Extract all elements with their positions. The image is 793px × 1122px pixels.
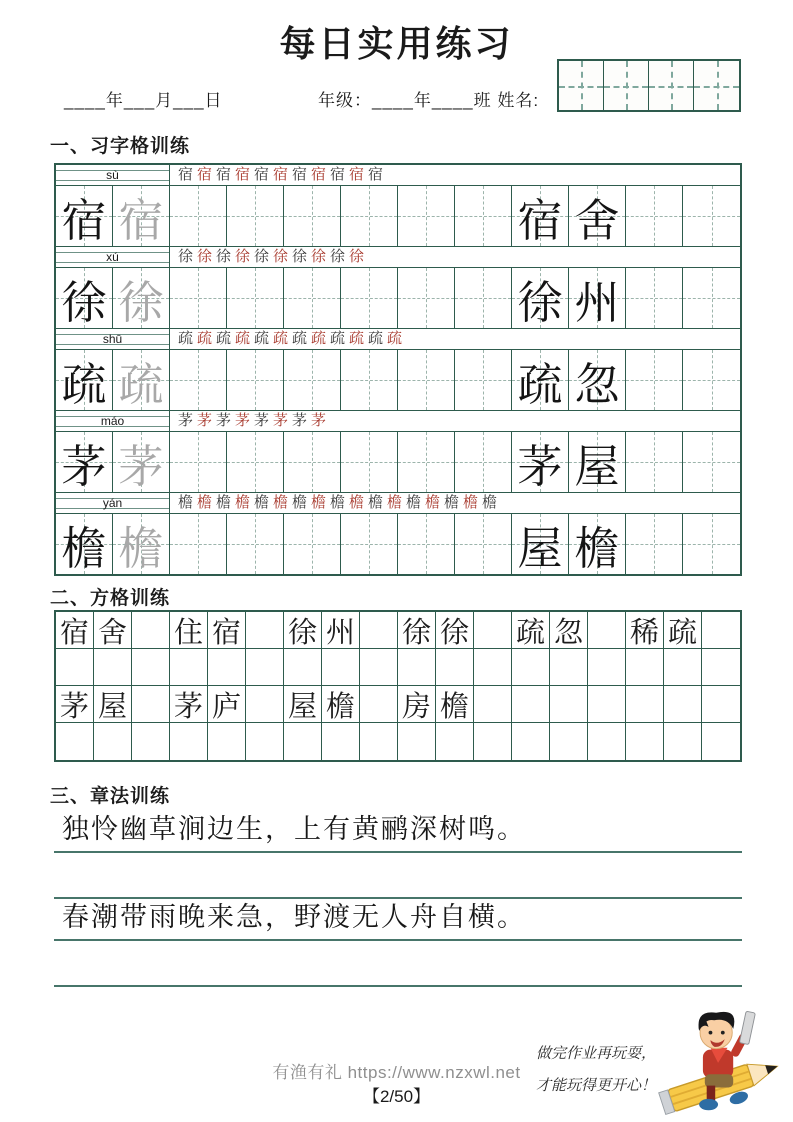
boy-figure — [699, 1011, 756, 1110]
square-empty-cell[interactable] — [626, 723, 664, 760]
site-credit-text[interactable]: 有渔有礼 https://www.nzxwl.net — [272, 1063, 521, 1082]
square-word-cell: 疏 — [664, 612, 702, 649]
name-write-grid — [557, 59, 741, 112]
practice-cell[interactable] — [341, 268, 398, 328]
practice-cell[interactable] — [683, 186, 740, 246]
practice-cell[interactable] — [170, 350, 227, 410]
section-three-heading: 三、章法训练 — [50, 786, 171, 807]
square-empty-cell[interactable] — [284, 649, 322, 686]
practice-cell[interactable] — [227, 350, 284, 410]
pinyin-box — [56, 329, 170, 349]
square-empty-cell[interactable] — [360, 686, 398, 723]
practice-cell[interactable] — [683, 268, 740, 328]
practice-cell[interactable] — [398, 186, 455, 246]
square-word-cell: 徐 — [284, 612, 322, 649]
square-empty-cell[interactable] — [322, 723, 360, 760]
square-word-cell: 忽 — [550, 612, 588, 649]
square-empty-cell[interactable] — [474, 686, 512, 723]
square-empty-cell[interactable] — [208, 723, 246, 760]
square-word-cell: 檐 — [436, 686, 474, 723]
square-empty-cell[interactable] — [702, 686, 740, 723]
mascot-speech-text — [536, 1038, 666, 1101]
square-word-cell: 庐 — [208, 686, 246, 723]
poem-line: 春潮带雨晚来急，野渡无人舟自横。 — [54, 899, 742, 941]
square-empty-cell[interactable] — [664, 723, 702, 760]
stroke-order-strip: 疏 疏 疏 疏 疏 疏 疏 疏 疏 疏 疏 疏 — [177, 329, 402, 347]
square-empty-cell[interactable] — [626, 686, 664, 723]
square-empty-cell[interactable] — [512, 686, 550, 723]
practice-cell[interactable] — [170, 268, 227, 328]
poem-line: 独怜幽草涧边生，上有黄鹂深树鸣。 — [54, 811, 742, 853]
character-practice-table — [54, 163, 742, 576]
name-grid-cell[interactable] — [559, 61, 604, 110]
practice-cells-row — [56, 186, 740, 246]
square-empty-cell[interactable] — [284, 723, 322, 760]
square-empty-cell[interactable] — [664, 686, 702, 723]
practice-cell[interactable] — [227, 514, 284, 574]
practice-cell[interactable] — [398, 514, 455, 574]
stroke-order-strip: 茅 茅 茅 茅 茅 茅 茅 茅 — [177, 411, 326, 429]
square-empty-cell[interactable] — [474, 649, 512, 686]
word-character-cell: 茅 — [512, 432, 569, 492]
square-empty-cell[interactable] — [588, 649, 626, 686]
square-empty-cell[interactable] — [588, 612, 626, 649]
practice-cells-row — [56, 350, 740, 410]
practice-cell[interactable] — [626, 514, 683, 574]
square-empty-cell[interactable] — [170, 723, 208, 760]
square-empty-cell[interactable] — [208, 649, 246, 686]
practice-cell[interactable] — [626, 350, 683, 410]
square-empty-cell[interactable] — [360, 612, 398, 649]
word-character-cell: 徐 — [512, 268, 569, 328]
practice-cell[interactable] — [170, 514, 227, 574]
square-empty-cell[interactable] — [474, 612, 512, 649]
practice-cells-row — [56, 432, 740, 492]
practice-cell[interactable] — [398, 432, 455, 492]
square-empty-cell[interactable] — [132, 612, 170, 649]
square-empty-cell[interactable] — [664, 649, 702, 686]
practice-cell[interactable] — [341, 432, 398, 492]
date-blank-line: ____年___月___日 — [64, 91, 223, 110]
practice-cell[interactable] — [170, 432, 227, 492]
practice-cells-row — [56, 268, 740, 328]
practice-cell[interactable] — [683, 432, 740, 492]
practice-row — [56, 329, 740, 411]
practice-cell[interactable] — [455, 432, 512, 492]
trace-character-cell: 徐 — [113, 268, 170, 328]
square-empty-cell[interactable] — [702, 612, 740, 649]
square-empty-cell[interactable] — [132, 649, 170, 686]
practice-cell[interactable] — [626, 186, 683, 246]
name-grid-cell[interactable] — [604, 61, 649, 110]
page-number: 【2/50】 — [362, 1087, 431, 1106]
pinyin-box — [56, 493, 170, 513]
square-word-cell: 州 — [322, 612, 360, 649]
word-character-cell: 屋 — [512, 514, 569, 574]
square-empty-cell[interactable] — [246, 612, 284, 649]
square-empty-cell[interactable] — [550, 649, 588, 686]
practice-cell[interactable] — [455, 514, 512, 574]
pinyin-box — [56, 247, 170, 267]
square-empty-cell[interactable] — [474, 723, 512, 760]
square-empty-cell[interactable] — [322, 649, 360, 686]
square-empty-cell[interactable] — [56, 723, 94, 760]
square-empty-cell[interactable] — [436, 723, 474, 760]
square-empty-cell[interactable] — [702, 649, 740, 686]
square-empty-cell[interactable] — [588, 686, 626, 723]
model-character-cell: 徐 — [56, 268, 113, 328]
word-character-cell: 屋 — [569, 432, 626, 492]
word-character-cell: 檐 — [569, 514, 626, 574]
square-empty-cell[interactable] — [512, 723, 550, 760]
practice-cell[interactable] — [284, 268, 341, 328]
composition-training-block — [54, 811, 742, 987]
practice-cell[interactable] — [626, 432, 683, 492]
practice-cell[interactable] — [455, 350, 512, 410]
square-word-cell: 房 — [398, 686, 436, 723]
square-empty-cell[interactable] — [436, 649, 474, 686]
square-empty-cell[interactable] — [56, 649, 94, 686]
model-character-cell: 檐 — [56, 514, 113, 574]
model-character-cell: 疏 — [56, 350, 113, 410]
square-empty-cell[interactable] — [170, 649, 208, 686]
practice-cell[interactable] — [626, 268, 683, 328]
practice-cell[interactable] — [227, 186, 284, 246]
trace-character-cell: 檐 — [113, 514, 170, 574]
practice-cell[interactable] — [227, 268, 284, 328]
pinyin-label: xú — [106, 250, 119, 264]
practice-row — [56, 411, 740, 493]
square-empty-cell[interactable] — [512, 649, 550, 686]
name-grid-cell[interactable] — [649, 61, 694, 110]
trace-character-cell: 茅 — [113, 432, 170, 492]
square-empty-cell[interactable] — [132, 686, 170, 723]
square-word-cell: 檐 — [322, 686, 360, 723]
practice-cell[interactable] — [341, 350, 398, 410]
practice-row — [56, 493, 740, 574]
practice-row — [56, 247, 740, 329]
practice-cell[interactable] — [284, 186, 341, 246]
square-empty-cell[interactable] — [626, 649, 664, 686]
square-empty-cell[interactable] — [550, 723, 588, 760]
square-empty-cell[interactable] — [360, 723, 398, 760]
grade-class-name-line: 年级：____年____班 姓名: — [318, 91, 540, 110]
practice-cell[interactable] — [683, 350, 740, 410]
model-character-cell: 宿 — [56, 186, 113, 246]
square-empty-cell[interactable] — [398, 723, 436, 760]
practice-cell[interactable] — [227, 432, 284, 492]
square-word-cell: 宿 — [56, 612, 94, 649]
pinyin-label: máo — [100, 414, 125, 428]
word-character-cell: 忽 — [569, 350, 626, 410]
stroke-order-strip: 檐 檐 檐 檐 檐 檐 檐 檐 檐 檐 檐 檐 檐 檐 檐 檐 檐 — [177, 493, 497, 511]
practice-cell[interactable] — [341, 186, 398, 246]
pinyin-box — [56, 165, 170, 185]
word-character-cell: 舍 — [569, 186, 626, 246]
practice-row — [56, 165, 740, 247]
trace-character-cell: 宿 — [113, 186, 170, 246]
pinyin-box — [56, 411, 170, 431]
practice-cell[interactable] — [284, 350, 341, 410]
stroke-order-strip: 徐 徐 徐 徐 徐 徐 徐 徐 徐 徐 — [177, 247, 364, 265]
square-empty-cell[interactable] — [246, 649, 284, 686]
square-word-cell: 茅 — [56, 686, 94, 723]
square-empty-cell[interactable] — [702, 723, 740, 760]
square-empty-cell[interactable] — [360, 649, 398, 686]
square-word-cell: 屋 — [284, 686, 322, 723]
square-word-cell: 疏 — [512, 612, 550, 649]
square-word-cell: 茅 — [170, 686, 208, 723]
square-empty-cell[interactable] — [246, 686, 284, 723]
word-character-cell: 疏 — [512, 350, 569, 410]
square-empty-cell[interactable] — [550, 686, 588, 723]
practice-cell[interactable] — [455, 186, 512, 246]
name-grid-cell[interactable] — [694, 61, 739, 110]
practice-cell[interactable] — [341, 514, 398, 574]
mascot-speech-line2: 才能玩得更开心！ — [536, 1075, 657, 1094]
pinyin-label: yán — [102, 496, 123, 510]
section-two-heading: 二、方格训练 — [50, 588, 171, 609]
trace-character-cell: 疏 — [113, 350, 170, 410]
writing-blank-line[interactable] — [54, 941, 742, 987]
square-empty-cell[interactable] — [398, 649, 436, 686]
pinyin-label: shū — [102, 332, 123, 346]
square-word-cell: 宿 — [208, 612, 246, 649]
square-word-cell: 徐 — [398, 612, 436, 649]
mascot-speech-line1: 做完作业再玩耍， — [536, 1044, 657, 1062]
square-empty-cell[interactable] — [246, 723, 284, 760]
stroke-order-strip: 宿 宿 宿 宿 宿 宿 宿 宿 宿 宿 宿 — [177, 165, 383, 183]
practice-cell[interactable] — [284, 432, 341, 492]
square-word-cell: 屋 — [94, 686, 132, 723]
word-character-cell: 州 — [569, 268, 626, 328]
square-empty-cell[interactable] — [94, 723, 132, 760]
practice-cell[interactable] — [455, 268, 512, 328]
square-word-cell: 舍 — [94, 612, 132, 649]
word-character-cell: 宿 — [512, 186, 569, 246]
model-character-cell: 茅 — [56, 432, 113, 492]
square-word-cell: 徐 — [436, 612, 474, 649]
practice-cells-row — [56, 514, 740, 574]
practice-cell[interactable] — [284, 514, 341, 574]
practice-cell[interactable] — [170, 186, 227, 246]
square-empty-cell[interactable] — [94, 649, 132, 686]
practice-cell[interactable] — [683, 514, 740, 574]
pinyin-label: sù — [106, 168, 119, 182]
square-empty-cell[interactable] — [588, 723, 626, 760]
square-empty-cell[interactable] — [132, 723, 170, 760]
square-training-grid — [54, 610, 742, 762]
square-word-cell: 稀 — [626, 612, 664, 649]
practice-cell[interactable] — [398, 268, 455, 328]
square-word-cell: 住 — [170, 612, 208, 649]
mascot-pencil-boy-illustration — [648, 1002, 790, 1120]
writing-blank-line[interactable] — [54, 853, 742, 899]
practice-cell[interactable] — [398, 350, 455, 410]
page-title: 每日实用练习 — [279, 23, 514, 64]
section-one-heading: 一、习字格训练 — [50, 136, 191, 157]
